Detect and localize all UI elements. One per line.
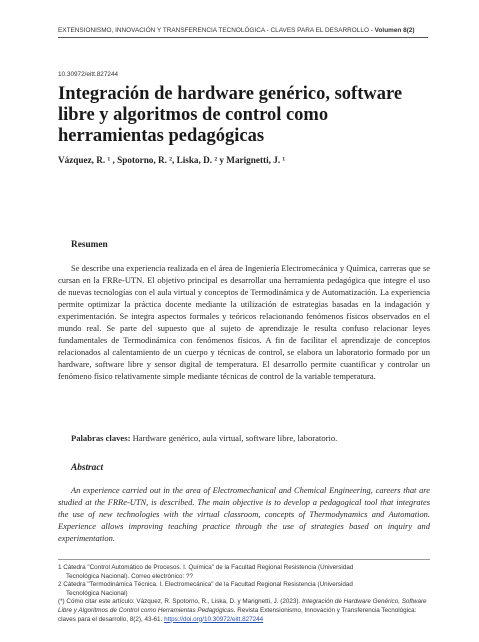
- running-title: EXTENSIONISMO, INNOVACIÓN Y TRANSFERENCIA TECNOLÓGICA - CLAVES PARA EL DESARROLLO -: [58, 27, 375, 34]
- citation-rest: Revista Extensionismo, Innovación y Transferencia Tecnológica: claves para el desarrollo, 8(2), 43-61.: [58, 606, 417, 623]
- footnotes: [58, 559, 430, 624]
- resumen-heading: Resumen: [71, 240, 108, 250]
- abstract-heading: Abstract: [71, 463, 104, 473]
- article-title: Integración de hardware genérico, software libre y algoritmos de control como herramientas pedagógicas: [58, 84, 403, 146]
- keywords-label: Palabras claves:: [71, 433, 131, 443]
- author-list: Vázquez, R. ¹ , Spotorno, R. ², Liska, D. ² y Marignetti, J. ¹: [58, 155, 286, 165]
- resumen-body: Se describe una experiencia realizada en el área de Ingeniería Electromecánica y Química, carreras que se cursan en la FRRe-UTN. El objetivo principal es desarrollar una herramienta pedagógica que integre el uso de nuevas tecnologías con el aula virtual y conceptos de Termodinámica y de Automatización. La experiencia permite optimizar la práctica docente mediante la utilización de estrategias basadas en la indagación y experimentación. Se integra aspectos formales y teóricos relacionando fenómenos físicos observados en el mundo real. Se parte del supuesto que al sujeto de aprendizaje le resulta confuso relacionar leyes fundamentales de Termodinámica con fenómenos físicos. A fin de facilitar el aprendizaje de conceptos relacionados al calentamiento de un cuerpo y técnicas de control, se elabora un laboratorio formado por un hardware, software libre y sensor digital de temperatura. El desarrollo permite cuantificar y controlar un fenómeno físico relativamente simple mediante técnicas de control de la variable temperatura.: [58, 263, 430, 382]
- keywords: [71, 433, 431, 443]
- header-rule: [58, 37, 428, 38]
- citation-title: Integración de Hardware Genérico, Software Libre y Algoritmos de Control como Herramientas Pedagógicas.: [58, 598, 427, 614]
- keywords-text: Hardware genérico, aula virtual, software libre, laboratorio.: [130, 433, 338, 443]
- citation-doi-link[interactable]: https://doi.org/10.30972/eitt.827244: [164, 615, 264, 623]
- footnote-2-line-1: 2 Cátedra "Termodinámica Técnica. I. Electromecánica" de la Facultad Regional Resistencia (Universidad: [58, 581, 353, 589]
- volume-label: Volumen 8(2): [374, 27, 415, 34]
- running-header: [58, 27, 428, 34]
- footnote-1-line-1: 1 Cátedra "Control Automático de Procesos. I. Química" de la Facultad Regional Resistencia (Universidad: [58, 564, 354, 571]
- footnote-2-line-2: Tecnológica Nacional): [66, 589, 128, 597]
- doi-label[interactable]: 10.30972/eitt.827244: [58, 71, 119, 78]
- citation-prefix: (*) Cómo citar este artículo: Vázquez, R. Spotorno, R., Liska, D. y Marignetti, J. (2023).: [58, 598, 302, 606]
- citation-note: [58, 598, 430, 624]
- abstract-body: An experience carried out in the area of Electromechanical and Chemical Engineering, careers that are studied at the FRRe-UTN, is described. The main objective is to develop a pedagogical tool that integrates the use of new technologies with the virtual classroom, concepts of Thermodynamics and Automation. Experience allows improving teaching practice through the use of strategies based on inquiry and experimentation.: [58, 485, 430, 544]
- footnote-1-line-2: Tecnológica Nacional). Correo electrónico: ??: [66, 572, 194, 580]
